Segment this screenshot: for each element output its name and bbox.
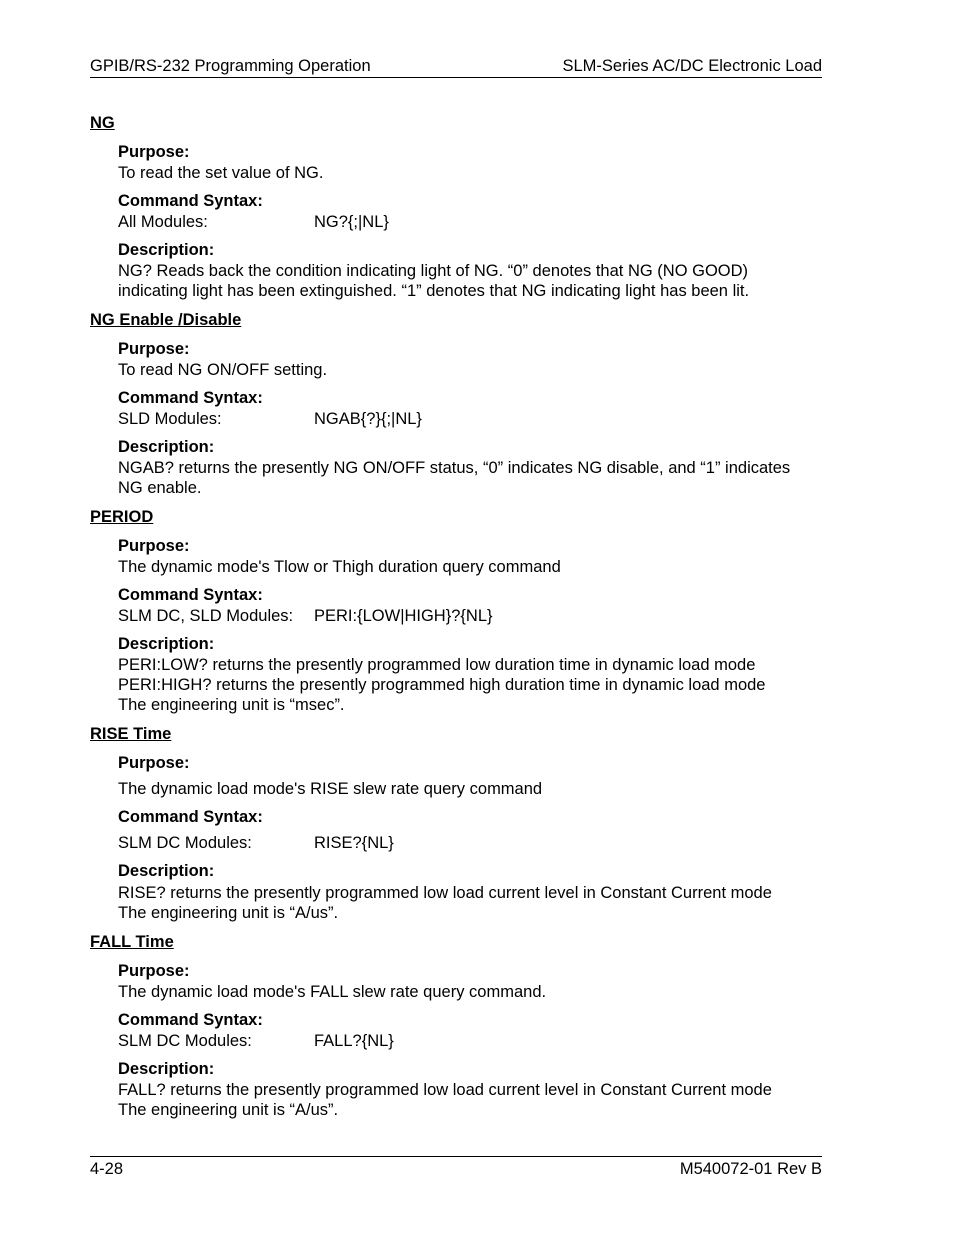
purpose-text: To read the set value of NG. xyxy=(118,164,324,182)
description-text xyxy=(118,1080,830,1120)
description-heading: Description: xyxy=(118,241,215,259)
description-heading: Description: xyxy=(118,862,215,880)
section-title: FALL Time xyxy=(90,933,174,951)
syntax-heading: Command Syntax: xyxy=(118,808,263,826)
document-revision: M540072-01 Rev B xyxy=(679,1160,822,1178)
section-title: PERIOD xyxy=(90,508,154,526)
page-header xyxy=(90,56,822,78)
header-left-title: GPIB/RS-232 Programming Operation xyxy=(90,57,371,75)
syntax-heading: Command Syntax: xyxy=(118,192,263,210)
purpose-heading: Purpose: xyxy=(118,962,190,980)
description-heading: Description: xyxy=(118,635,215,653)
description-line: The engineering unit is “A/us”. xyxy=(118,1101,339,1119)
syntax-heading: Command Syntax: xyxy=(118,586,263,604)
syntax-command: PERI:{LOW|HIGH}?{NL} xyxy=(314,607,493,625)
syntax-modules: SLM DC Modules: xyxy=(118,1032,252,1050)
purpose-heading: Purpose: xyxy=(118,754,190,772)
section-body xyxy=(118,142,830,301)
description-line: RISE? returns the presently programmed low load current level in Constant Current mode xyxy=(118,884,772,902)
description-line: NGAB? returns the presently NG ON/OFF status, “0” indicates NG disable, and “1” indicates xyxy=(118,459,791,477)
description-heading: Description: xyxy=(118,438,215,456)
section-title: NG Enable /Disable xyxy=(90,311,242,329)
syntax-heading: Command Syntax: xyxy=(118,389,263,407)
syntax-command: FALL?{NL} xyxy=(314,1032,394,1050)
purpose-heading: Purpose: xyxy=(118,537,190,555)
page-number: 4-28 xyxy=(90,1160,124,1178)
syntax-modules: SLD Modules: xyxy=(118,410,222,428)
purpose-heading: Purpose: xyxy=(118,143,190,161)
syntax-modules: SLM DC Modules: xyxy=(118,834,252,852)
description-line: The engineering unit is “msec”. xyxy=(118,696,345,714)
section-body xyxy=(118,536,830,715)
description-line: The engineering unit is “A/us”. xyxy=(118,904,339,922)
section-rise-time xyxy=(90,723,830,923)
section-body xyxy=(118,753,830,923)
purpose-text: To read NG ON/OFF setting. xyxy=(118,361,328,379)
description-text xyxy=(118,655,830,715)
description-line: NG? Reads back the condition indicating light of NG. “0” denotes that NG (NO GOOD) xyxy=(118,262,749,280)
description-line: NG enable. xyxy=(118,479,202,497)
section-period xyxy=(90,506,830,715)
syntax-line xyxy=(118,1031,830,1051)
description-line: FALL? returns the presently programmed low load current level in Constant Current mode xyxy=(118,1081,772,1099)
syntax-modules: SLM DC, SLD Modules: xyxy=(118,607,294,625)
section-ng-enable-disable xyxy=(90,309,830,498)
section-body xyxy=(118,339,830,498)
section-ng xyxy=(90,112,830,301)
page-content xyxy=(90,108,830,1120)
syntax-heading: Command Syntax: xyxy=(118,1011,263,1029)
description-text xyxy=(118,458,830,498)
description-text xyxy=(118,883,830,923)
purpose-text: The dynamic mode's Tlow or Thigh duration query command xyxy=(118,558,561,576)
description-text xyxy=(118,261,830,301)
section-title: NG xyxy=(90,114,115,132)
page-footer xyxy=(90,1156,822,1178)
purpose-heading: Purpose: xyxy=(118,340,190,358)
syntax-line xyxy=(118,409,830,429)
description-heading: Description: xyxy=(118,1060,215,1078)
description-line: PERI:HIGH? returns the presently programmed high duration time in dynamic load mode xyxy=(118,676,766,694)
syntax-line xyxy=(118,212,830,232)
section-fall-time xyxy=(90,931,830,1120)
syntax-modules: All Modules: xyxy=(118,213,208,231)
section-title: RISE Time xyxy=(90,725,172,743)
header-right-title: SLM-Series AC/DC Electronic Load xyxy=(562,57,822,75)
syntax-line xyxy=(118,606,830,626)
syntax-command: RISE?{NL} xyxy=(314,834,394,852)
syntax-command: NG?{;|NL} xyxy=(314,213,389,231)
syntax-command: NGAB{?}{;|NL} xyxy=(314,410,422,428)
purpose-text: The dynamic load mode's FALL slew rate query command. xyxy=(118,983,547,1001)
section-body xyxy=(118,961,830,1120)
description-line: PERI:LOW? returns the presently programmed low duration time in dynamic load mode xyxy=(118,656,756,674)
syntax-line xyxy=(118,833,830,853)
description-line: indicating light has been extinguished. “1” denotes that NG indicating light has been lit. xyxy=(118,282,750,300)
purpose-text: The dynamic load mode's RISE slew rate query command xyxy=(118,780,543,798)
